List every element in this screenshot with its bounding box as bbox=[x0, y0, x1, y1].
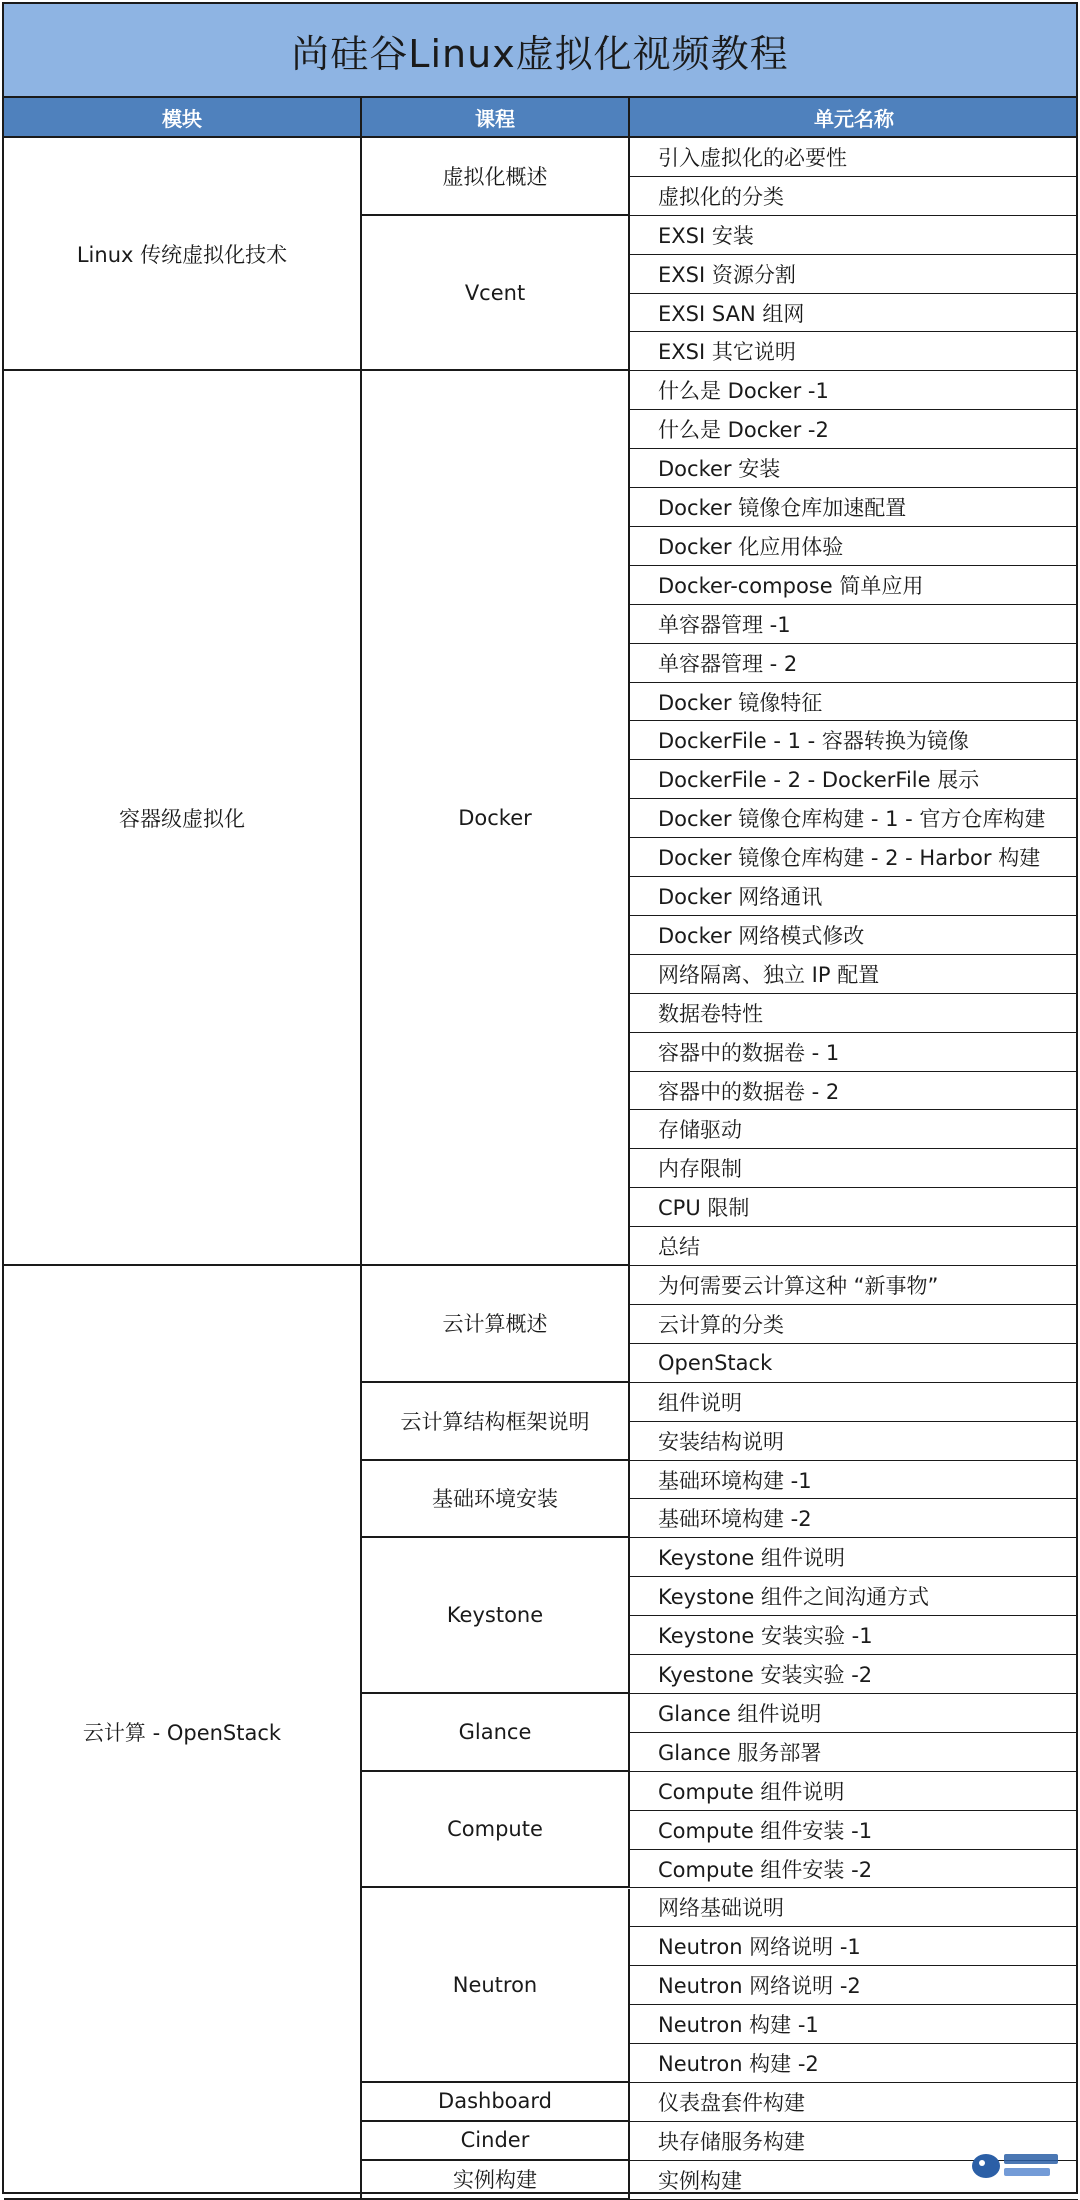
unit-cell: 总结 bbox=[630, 1227, 1078, 1266]
unit-cell: EXSI 资源分割 bbox=[630, 255, 1078, 294]
unit-cell: 网络隔离、独立 IP 配置 bbox=[630, 955, 1078, 994]
course-cell: 云计算结构框架说明 bbox=[362, 1383, 630, 1461]
header-course: 课程 bbox=[362, 98, 630, 136]
unit-cell: EXSI SAN 组网 bbox=[630, 294, 1078, 333]
header-module: 模块 bbox=[4, 98, 362, 136]
unit-cell: Kyestone 安装实验 -2 bbox=[630, 1655, 1078, 1694]
unit-cell: 网络基础说明 bbox=[630, 1889, 1078, 1928]
unit-cell: DockerFile - 2 - DockerFile 展示 bbox=[630, 760, 1078, 799]
course-cell: Neutron bbox=[362, 1889, 630, 2084]
course-cell: Dashboard bbox=[362, 2083, 630, 2122]
unit-cell: 什么是 Docker -1 bbox=[630, 371, 1078, 410]
course-cell: Compute bbox=[362, 1772, 630, 1889]
unit-cell: Glance 服务部署 bbox=[630, 1733, 1078, 1772]
course-cell: Glance bbox=[362, 1694, 630, 1772]
course-cell: Vcent bbox=[362, 216, 630, 372]
watermark-logo-icon bbox=[966, 2144, 1062, 2184]
unit-cell: Compute 组件安装 -2 bbox=[630, 1850, 1078, 1889]
unit-cell: Docker 网络通讯 bbox=[630, 877, 1078, 916]
module-cell: 云计算 - OpenStack bbox=[4, 1266, 362, 2200]
unit-cell: Neutron 构建 -2 bbox=[630, 2044, 1078, 2083]
course-cell: Keystone bbox=[362, 1538, 630, 1694]
table-title: 尚硅谷Linux虚拟化视频教程 bbox=[4, 4, 1076, 98]
unit-cell: 块存储服务构建 bbox=[630, 2122, 1078, 2161]
unit-cell: Docker 网络模式修改 bbox=[630, 916, 1078, 955]
unit-cell: 虚拟化的分类 bbox=[630, 177, 1078, 216]
unit-cell: Docker 镜像特征 bbox=[630, 683, 1078, 722]
module-cell: 容器级虚拟化 bbox=[4, 371, 362, 1266]
unit-cell: Keystone 安装实验 -1 bbox=[630, 1616, 1078, 1655]
unit-cell: Docker 安装 bbox=[630, 449, 1078, 488]
course-cell: 虚拟化概述 bbox=[362, 138, 630, 216]
unit-cell: 仪表盘套件构建 bbox=[630, 2083, 1078, 2122]
unit-cell: Glance 组件说明 bbox=[630, 1694, 1078, 1733]
module-cell: Linux 传统虚拟化技术 bbox=[4, 138, 362, 371]
unit-cell: CPU 限制 bbox=[630, 1188, 1078, 1227]
course-cell: Cinder bbox=[362, 2122, 630, 2161]
unit-cell: 基础环境构建 -2 bbox=[630, 1500, 1078, 1539]
unit-cell: Compute 组件安装 -1 bbox=[630, 1811, 1078, 1850]
unit-cell: 云计算的分类 bbox=[630, 1305, 1078, 1344]
course-cell: 基础环境安装 bbox=[362, 1461, 630, 1539]
unit-cell: Docker 化应用体验 bbox=[630, 527, 1078, 566]
unit-cell: Compute 组件说明 bbox=[630, 1772, 1078, 1811]
unit-cell: Docker-compose 简单应用 bbox=[630, 566, 1078, 605]
unit-cell: 安装结构说明 bbox=[630, 1422, 1078, 1461]
unit-cell: Neutron 网络说明 -2 bbox=[630, 1966, 1078, 2005]
unit-cell: Neutron 网络说明 -1 bbox=[630, 1927, 1078, 1966]
course-cell: 实例构建 bbox=[362, 2161, 630, 2200]
course-cell: Docker bbox=[362, 371, 630, 1266]
header-unit: 单元名称 bbox=[814, 106, 894, 131]
unit-cell: 实例构建 bbox=[630, 2161, 1078, 2200]
unit-cell: 容器中的数据卷 - 2 bbox=[630, 1072, 1078, 1111]
unit-cell: 组件说明 bbox=[630, 1383, 1078, 1422]
unit-cell: 存储驱动 bbox=[630, 1111, 1078, 1150]
unit-cell: Keystone 组件之间沟通方式 bbox=[630, 1577, 1078, 1616]
unit-cell: Keystone 组件说明 bbox=[630, 1538, 1078, 1577]
unit-cell: Docker 镜像仓库构建 - 2 - Harbor 构建 bbox=[630, 838, 1078, 877]
unit-cell: 基础环境构建 -1 bbox=[630, 1461, 1078, 1500]
unit-cell: Docker 镜像仓库构建 - 1 - 官方仓库构建 bbox=[630, 799, 1078, 838]
unit-cell: 容器中的数据卷 - 1 bbox=[630, 1033, 1078, 1072]
unit-cell: 内存限制 bbox=[630, 1149, 1078, 1188]
unit-cell: 单容器管理 -1 bbox=[630, 605, 1078, 644]
course-table bbox=[2, 2, 1078, 2194]
unit-cell: 为何需要云计算这种 “新事物” bbox=[630, 1266, 1078, 1305]
unit-cell: 单容器管理 - 2 bbox=[630, 644, 1078, 683]
unit-cell: 什么是 Docker -2 bbox=[630, 410, 1078, 449]
unit-cell: EXSI 安装 bbox=[630, 216, 1078, 255]
table-header-row bbox=[4, 98, 1076, 138]
unit-cell: EXSI 其它说明 bbox=[630, 333, 1078, 372]
unit-cell: 数据卷特性 bbox=[630, 994, 1078, 1033]
unit-cell: OpenStack bbox=[630, 1344, 1078, 1383]
unit-cell: Neutron 构建 -1 bbox=[630, 2005, 1078, 2044]
unit-cell: 引入虚拟化的必要性 bbox=[630, 138, 1078, 177]
unit-cell: Docker 镜像仓库加速配置 bbox=[630, 488, 1078, 527]
course-cell: 云计算概述 bbox=[362, 1266, 630, 1383]
unit-cell: DockerFile - 1 - 容器转换为镜像 bbox=[630, 722, 1078, 761]
